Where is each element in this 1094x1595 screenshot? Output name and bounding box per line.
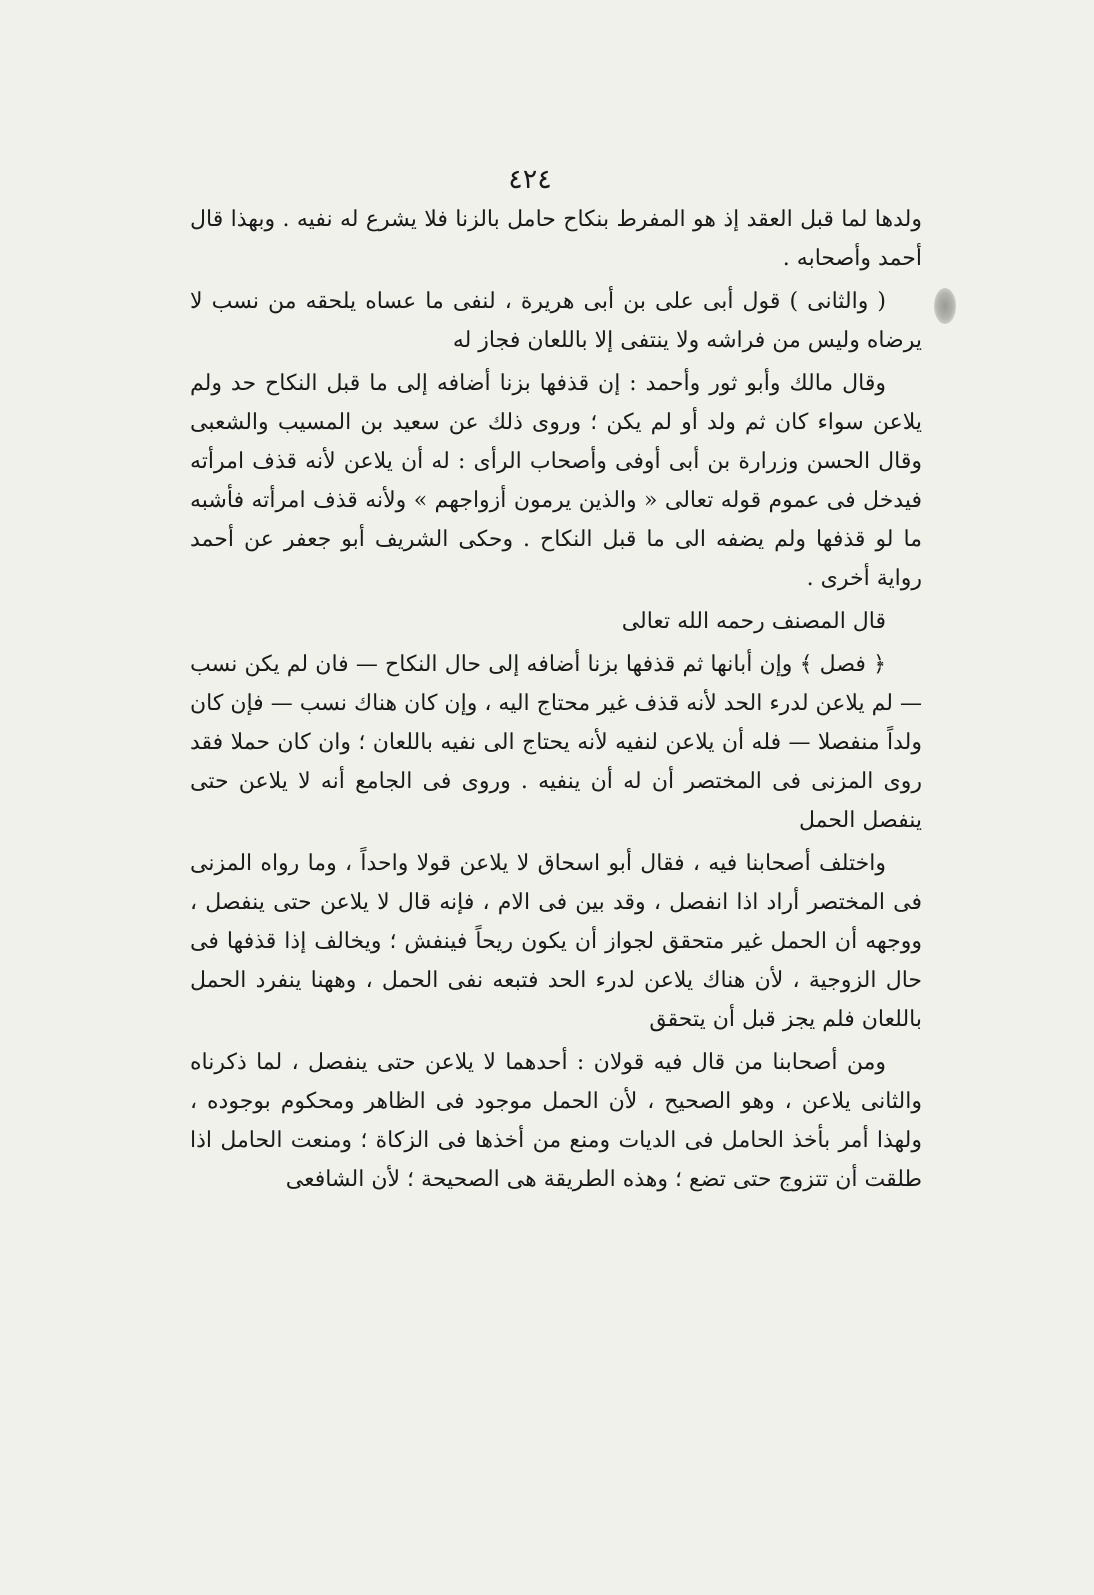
paragraph-1: ولدها لما قبل العقد إذ هو المفرط بنكاح حامل بالزنا فلا يشرع له نفيه . وبهذا قال أحمد وأصحابه .: [190, 207, 922, 271]
author-heading: قال المصنف رحمه الله تعالى: [621, 609, 886, 634]
paragraph-3: وقال مالك وأبو ثور وأحمد : إن قذفها بزنا أضافه إلى ما قبل النكاح حد ولم يلاعن سواء كان ثم ولد أو لم يكن ؛ وروى ذلك عن سعيد بن المسيب والشعبى وقال الحسن وزرارة بن أبى أوفى وأصحاب الرأى : له أن يلاعن لأنه قذف امرأته فيدخل فى عموم قوله تعالى « والذين يرمون أزواجهم » ولأنه قذف امرأته فأشبه ما لو قذفها ولم يضفه الى ما قبل النكاح . وحكى الشريف أبو جعفر عن أحمد رواية أخرى .: [190, 371, 922, 591]
paragraph-5: واختلف أصحابنا فيه ، فقال أبو اسحاق لا يلاعن قولا واحداً ، وما رواه المزنى فى المختصر أراد اذا انفصل ، وقد بين فى الام ، فإنه قال لا يلاعن حتى ينفصل ، ووجهه أن الحمل غير متحقق لجواز أن يكون ريحاً فينفش ؛ ويخالف إذا قذفها فى حال الزوجية ، لأن هناك يلاعن لدرء الحد فتبعه نفى الحمل ، وههنا ينفرد الحمل باللعان فلم يجز قبل أن يتحقق: [190, 851, 922, 1032]
ink-stain-mark: [934, 288, 956, 324]
page-number: ٤٢٤: [508, 164, 552, 195]
paragraph-2: ( والثانى ) قول أبى على بن أبى هريرة ، لنفى ما عساه يلحقه من نسب لا يرضاه وليس من فراشه ولا ينتفى إلا باللعان فجاز له: [190, 289, 922, 353]
paragraph-6: ومن أصحابنا من قال فيه قولان : أحدهما لا يلاعن حتى ينفصل ، لما ذكرناه والثانى يلاعن ، وهو الصحيح ، لأن الحمل موجود فى الظاهر ومحكوم بوجوده ، ولهذا أمر بأخذ الحامل فى الديات ومنع من أخذها فى الزكاة ؛ ومنعت الحامل اذا طلقت أن تتزوج حتى تضع ؛ وهذه الطريقة هى الصحيحة ؛ لأن الشافعى: [190, 1050, 922, 1192]
paragraph-fasl: ﴿ فصل ﴾ وإن أبانها ثم قذفها بزنا أضافه إلى حال النكاح — فان لم يكن نسب — لم يلاعن لدرء الحد لأنه قذف غير محتاج اليه ، وإن كان هناك نسب — فإن كان ولداً منفصلا — فله أن يلاعن لنفيه لأنه يحتاج الى نفيه باللعان ؛ وان كان حملا فقد روى المزنى فى المختصر أن له أن ينفيه . وروى فى الجامع أنه لا يلاعن حتى ينفصل الحمل: [190, 652, 922, 833]
body-text: [190, 200, 922, 1203]
